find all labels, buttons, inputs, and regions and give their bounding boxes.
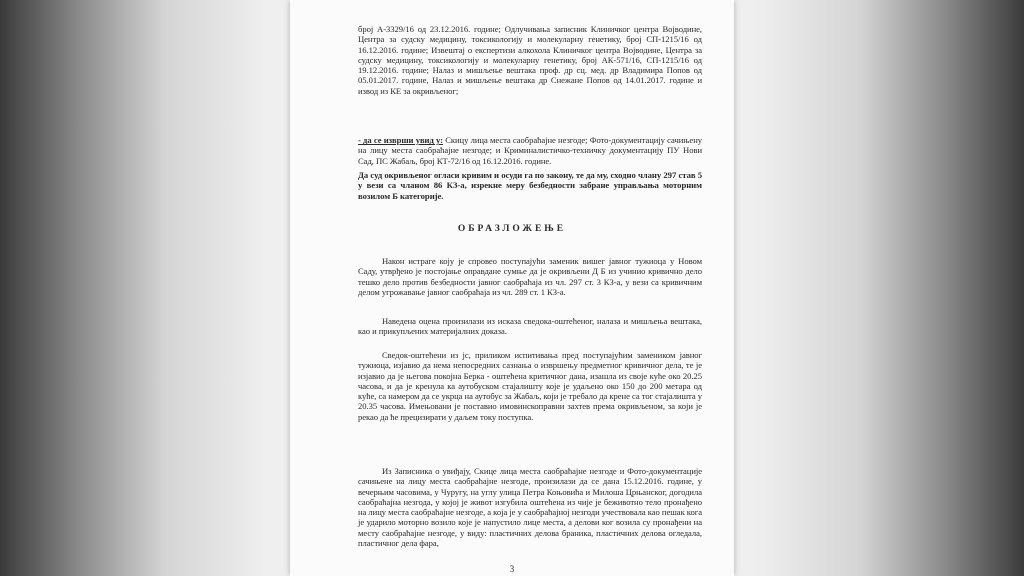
inspection-text: Скицу лица места саобраћајне незгоде; Фото-документацију сачињену на лицу места саобраћајне незгоде; и Криминалистичко-техничку документацију ПУ Нови Сад, ПС Жабаљ, број КТ-72/16 од 16.12.2016. године. (358, 135, 702, 166)
inspection-paragraph (358, 135, 702, 166)
evidence-list-paragraph: број А-3329/16 од 23.12.2016. године; Одлучивања записник Клиничког центра Војводине, Центра за судску медицину, токсикологију и молекуларну генетику, број СП-1215/16 од 16.12.2016. године; Извештај о експертизи алкохола Клиничког центра Војводине, Центра за судску медицину, токсикологију и молекуларну генетику, број АК-571/16, СП-1215/16 од 19.12.2016. године; Налаз и мишљење вештака проф. др сц. мед. др Владимира Попов од 05.01.2017. године, Налаз и мишљење вештака др Снежане Попов од 14.01.2017. године и извод из КЕ за окривљеног; (358, 24, 702, 96)
inspection-label: - да се изврши увид у: (358, 135, 443, 145)
investigation-paragraph: Након истраге коју је спровео поступајући заменик вишег јавног тужиоца у Новом Саду, утврђено је постојање оправдане сумње да је окривљени Д Б из учинио кривично дело тешко дело против безбедности јавног саобраћаја из чл. 297 ст. 3 КЗ-а, у вези са кривичним делом угрожавање јавног саобраћаја из чл. 289 ст. 1 КЗ-а. (358, 256, 702, 297)
section-heading: ОБРАЗЛОЖЕЊЕ (457, 224, 567, 234)
witness-testimony-paragraph: Сведок-оштећени из јс, приликом испитивања пред поступајућим замеником јавног тужиоца, изјавио да нема непосредних сазнања о извршењу предметног кривичног дела, те је изјавио да је његова покојна Берка - оштећена критичног дана, изашла из своје куће око 20.25 часова, и да је кренула ка аутобуском стајалишту које је удаљено око 150 до 200 метара од куће, са намером да се укрца на аутобус за Жабаљ, који је требало да крене са тог стајалишта у 20.35 часова. Имењовани је поставио имовинскоправни захтев према окривљеном, за који је рекао да ће прецизирати у даљем току поступка. (358, 350, 702, 422)
accident-records-paragraph: Из Записника о увиђају, Скице лица места саобраћајне незгоде и Фото-документације сачињене на лицу места саобраћајне незгоде, произилази да се дана 15.12.2016. године, у вечерњим часовима, у Чуругу, на углу улица Петра Коњовића и Милоша Црњанског, догодила саобраћајна незгода, у којој је живот изгубила оштећена из чије је беживотно тело пронађено на лицу места саобраћајне незгоде, а која је у саобраћајној незгоди учествовала као пешак кога је ударило моторно возило које је напустило лице места, а делови ког возила су пронађени на месту саобраћајне незгоде, у виду: пластичних делова браника, пластичних делова огледала, пластичног дела фара, (358, 466, 702, 549)
page-number: 3 (509, 564, 515, 574)
evidence-assessment-paragraph: Наведена оцена произилази из исказа сведока-оштећеног, налаза и мишљења вештака, као и прикупљених материјалних доказа. (358, 316, 702, 337)
document-page (290, 0, 734, 576)
verdict-paragraph: Да суд окривљеног огласи кривим и осуди га по закону, те да му, сходно члану 297 став 5 у вези са чланом 86 КЗ-а, изрекне меру безбедности забране управљања моторним возилом Б категорије. (358, 170, 702, 201)
